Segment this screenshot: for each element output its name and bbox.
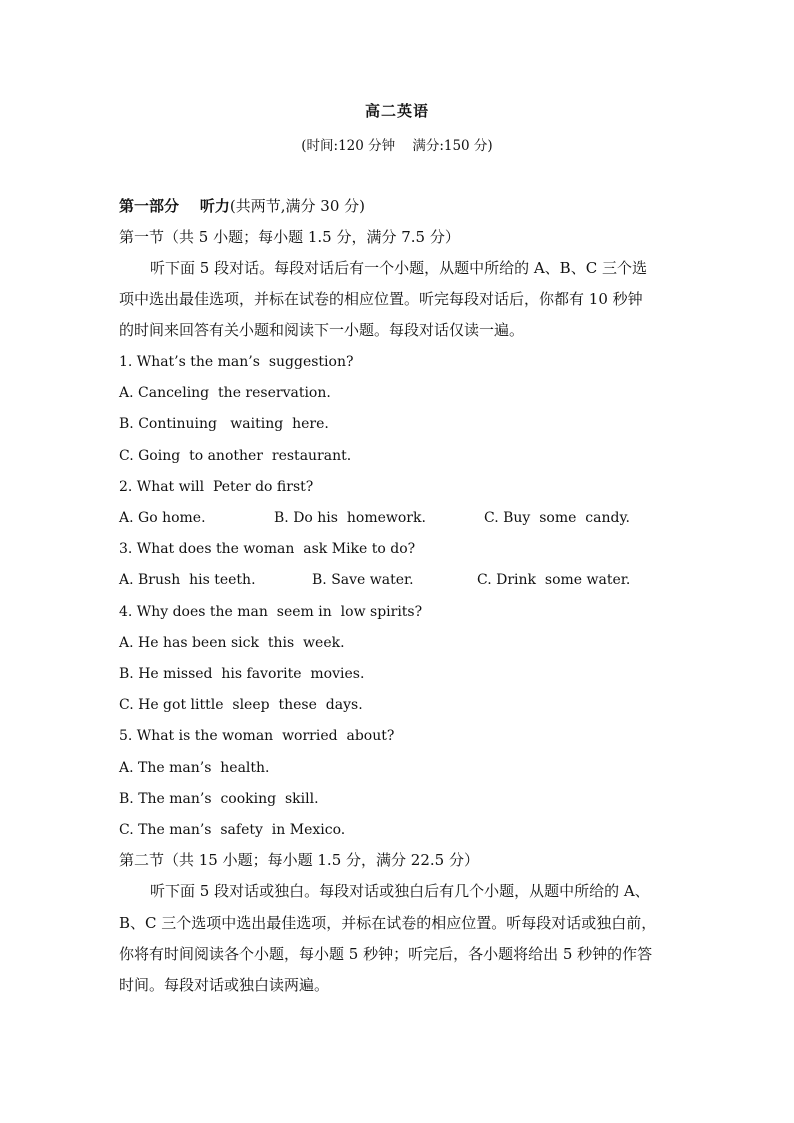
answer-option: C. The man’s safety in Mexico. [119,822,346,838]
exam-time-and-score: (时间:120 分钟 满分:150 分) [301,138,493,154]
answer-option: A. Brush his teeth. [119,572,256,588]
answer-option: C. Buy some candy. [484,510,630,526]
answer-option: B. Save water. [312,572,414,588]
section1-heading: 第一节（共 5 小题；每小题 1.5 分，满分 7.5 分） [119,228,460,246]
answer-option: A. Canceling the reservation. [119,385,331,401]
section2-instructions-line: 时间。每段对话或独白读两遍。 [119,976,330,994]
answer-option: A. The man’s health. [119,760,270,776]
question-stem: 2. What will Peter do first? [119,479,314,495]
section2-heading: 第二节（共 15 小题；每小题 1.5 分，满分 22.5 分） [119,851,479,869]
answer-option: B. Continuing waiting here. [119,416,329,432]
answer-option: C. Going to another restaurant. [119,448,352,464]
answer-option: A. He has been sick this week. [119,635,345,651]
section2-instructions-line: 你将有时间阅读各个小题，每小题 5 秒钟；听完后，各小题将给出 5 秒钟的作答 [119,945,653,963]
section1-instructions-line: 项中选出最佳选项，并标在试卷的相应位置。听完每段对话后，你都有 10 秒钟 [119,290,643,308]
answer-option: B. Do his homework. [274,510,426,526]
section2-instructions-line: B、C 三个选项中选出最佳选项，并标在试卷的相应位置。听每段对话或独白前， [119,914,657,932]
question-stem: 5. What is the woman worried about? [119,728,395,744]
part1-heading-title: 第一部分 听力 [119,197,230,215]
answer-option: A. Go home. [119,510,206,526]
question-stem: 3. What does the woman ask Mike to do? [119,541,416,557]
part1-heading [119,196,365,216]
section2-instructions-line: 听下面 5 段对话或独白。每段对话或独白后有几个小题，从题中所给的 A、 [150,882,650,900]
answer-option: C. He got little sleep these days. [119,697,363,713]
section1-instructions-line: 听下面 5 段对话。每段对话后有一个小题，从题中所给的 A、B、C 三个选 [150,259,647,277]
part1-heading-detail: (共两节,满分 30 分) [229,197,365,215]
page-title: 高二英语 [364,102,429,120]
answer-option: C. Drink some water. [477,572,631,588]
answer-option: B. The man’s cooking skill. [119,791,319,807]
question-stem: 4. Why does the man seem in low spirits? [119,604,423,620]
question-stem: 1. What’s the man’s suggestion? [119,354,354,370]
answer-option: B. He missed his favorite movies. [119,666,365,682]
section1-instructions-line: 的时间来回答有关小题和阅读下一小题。每段对话仅读一遍。 [119,321,525,339]
